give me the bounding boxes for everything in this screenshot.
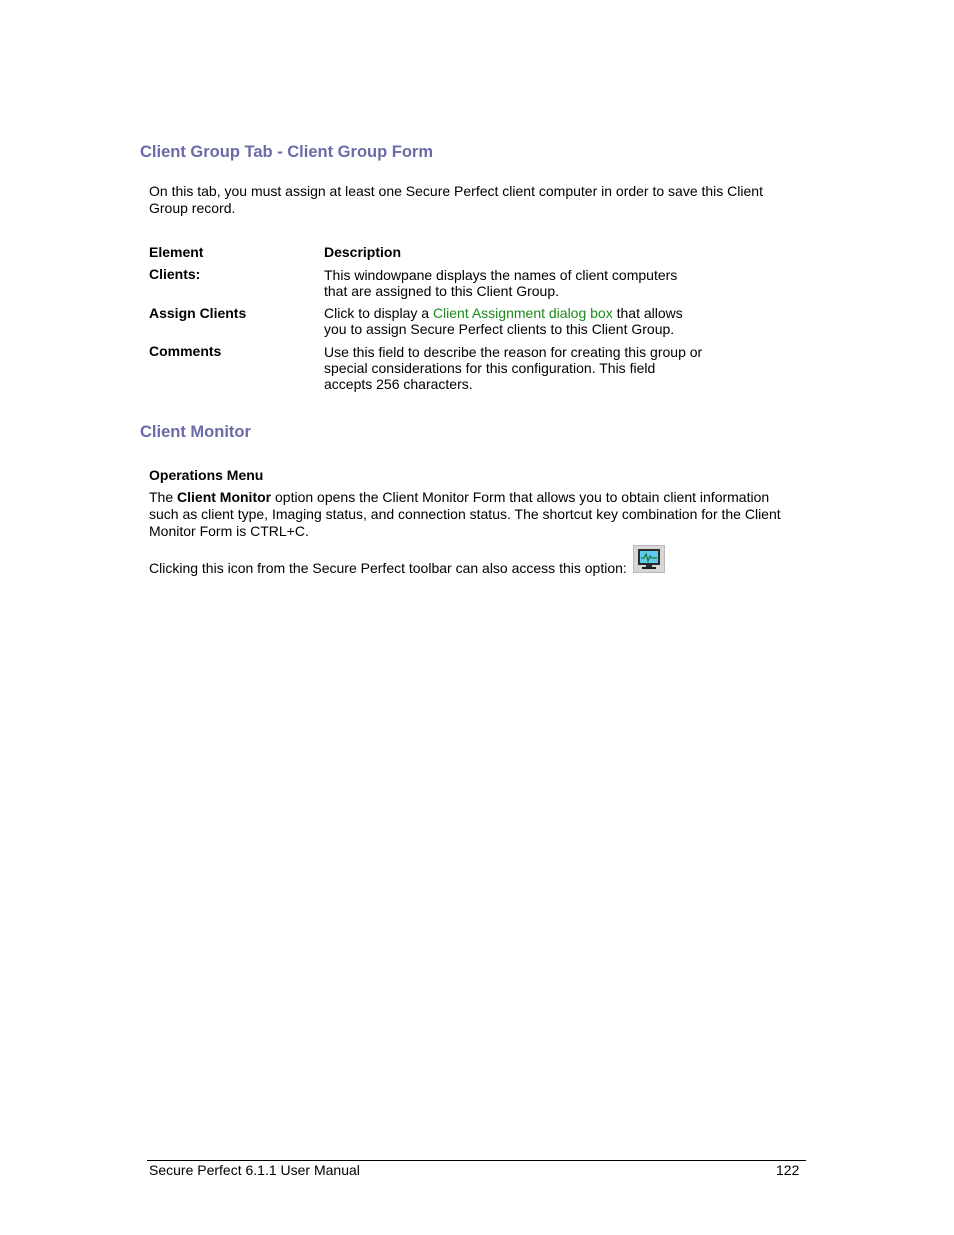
description-text: that allows bbox=[612, 305, 683, 321]
description-line: This windowpane displays the names of client computers bbox=[324, 267, 678, 283]
operations-menu-subheading: Operations Menu bbox=[149, 467, 264, 483]
paragraph-line bbox=[149, 489, 799, 506]
intro-paragraph: On this tab, you must assign at least one Secure Perfect client computer in order to save this Client Group record. bbox=[149, 183, 763, 216]
paragraph-text: The bbox=[149, 489, 178, 505]
table-header-description: Description bbox=[324, 244, 402, 260]
table-row-element: Comments bbox=[149, 343, 222, 359]
description-line: special considerations for this configuration. This field bbox=[324, 360, 656, 376]
paragraph-line: Monitor Form is CTRL+C. bbox=[149, 523, 309, 539]
icon-instruction: Clicking this icon from the Secure Perfect toolbar can also access this option: bbox=[149, 560, 627, 576]
client-monitor-term: Client Monitor bbox=[177, 489, 272, 505]
paragraph-text: option opens the Client Monitor Form that allows you to obtain client information bbox=[271, 489, 770, 505]
table-row-description bbox=[324, 344, 744, 392]
description-line: that are assigned to this Client Group. bbox=[324, 283, 560, 299]
table-row-element: Clients: bbox=[149, 266, 201, 282]
section-heading-client-group-tab: Client Group Tab - Client Group Form bbox=[140, 143, 434, 161]
section-heading-client-monitor: Client Monitor bbox=[140, 423, 251, 441]
footer-title: Secure Perfect 6.1.1 User Manual bbox=[149, 1162, 360, 1178]
description-line: accepts 256 characters. bbox=[324, 376, 473, 392]
table-row-element: Assign Clients bbox=[149, 305, 247, 321]
description-line bbox=[324, 305, 744, 321]
monitor-icon bbox=[634, 546, 664, 572]
description-text: Click to display a bbox=[324, 305, 433, 321]
client-monitor-icon[interactable] bbox=[633, 545, 665, 573]
page-number: 122 bbox=[776, 1162, 800, 1178]
table-header-element: Element bbox=[149, 244, 204, 260]
paragraph-line: such as client type, Imaging status, and connection status. The shortcut key combination for the Client bbox=[149, 506, 781, 522]
footer-rule bbox=[147, 1160, 806, 1161]
client-assignment-dialog-link[interactable]: Client Assignment dialog box bbox=[432, 305, 613, 321]
client-monitor-paragraph bbox=[149, 489, 799, 540]
description-line: Use this field to describe the reason for creating this group or bbox=[324, 344, 703, 360]
table-row-description bbox=[324, 267, 744, 299]
description-line: you to assign Secure Perfect clients to this Client Group. bbox=[324, 321, 675, 337]
table-row-description bbox=[324, 305, 744, 337]
